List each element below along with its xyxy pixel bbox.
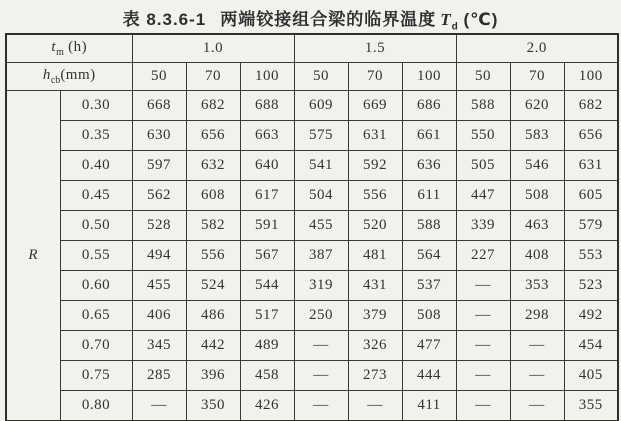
temperature-cell: 630 xyxy=(132,121,186,151)
temperature-cell: 656 xyxy=(564,121,618,151)
temperature-cell: 339 xyxy=(456,211,510,241)
temperature-cell: 454 xyxy=(564,331,618,361)
hcb-col-header: 50 xyxy=(132,63,186,91)
temperature-cell: 520 xyxy=(348,211,402,241)
temperature-cell: 524 xyxy=(186,271,240,301)
hcb-col-header: 70 xyxy=(348,63,402,91)
temperature-cell: 298 xyxy=(510,301,564,331)
temperature-cell: 447 xyxy=(456,181,510,211)
temperature-cell: 326 xyxy=(348,331,402,361)
temperature-cell: 396 xyxy=(186,361,240,391)
hcb-symbol: h xyxy=(42,67,51,83)
temperature-cell: 631 xyxy=(348,121,402,151)
temperature-cell: 636 xyxy=(402,151,456,181)
hcb-col-header: 70 xyxy=(510,63,564,91)
group-2.0-cell: 2.0 xyxy=(456,34,618,63)
temperature-cell: 431 xyxy=(348,271,402,301)
temperature-cell: 575 xyxy=(294,121,348,151)
temperature-cell: 611 xyxy=(402,181,456,211)
temperature-cell: 562 xyxy=(132,181,186,211)
temperature-cell: 319 xyxy=(294,271,348,301)
temperature-cell: 458 xyxy=(240,361,294,391)
temperature-cell: 686 xyxy=(402,91,456,121)
table-row xyxy=(6,121,618,151)
temperature-cell: 411 xyxy=(402,391,456,421)
temperature-cell: 405 xyxy=(564,361,618,391)
table-row xyxy=(6,181,618,211)
temperature-cell: 597 xyxy=(132,151,186,181)
temperature-cell: 556 xyxy=(186,241,240,271)
temperature-symbol: T xyxy=(440,10,452,29)
temperature-cell: 592 xyxy=(348,151,402,181)
temperature-cell: 426 xyxy=(240,391,294,421)
r-value-cell: 0.65 xyxy=(60,301,132,331)
temperature-cell: — xyxy=(456,361,510,391)
temperature-cell: 285 xyxy=(132,361,186,391)
temperature-cell: 656 xyxy=(186,121,240,151)
temperature-cell: 477 xyxy=(402,331,456,361)
temperature-cell: — xyxy=(294,361,348,391)
tm-subscript: m xyxy=(56,47,64,58)
temperature-cell: — xyxy=(294,391,348,421)
temperature-cell: 481 xyxy=(348,241,402,271)
temperature-cell: 583 xyxy=(510,121,564,151)
temperature-cell: 588 xyxy=(402,211,456,241)
r-row-label: R xyxy=(6,91,60,421)
table-row xyxy=(6,211,618,241)
temperature-cell: 442 xyxy=(186,331,240,361)
temperature-cell: 605 xyxy=(564,181,618,211)
temperature-cell: 489 xyxy=(240,331,294,361)
temperature-cell: 504 xyxy=(294,181,348,211)
temperature-cell: 345 xyxy=(132,331,186,361)
r-value-cell: 0.40 xyxy=(60,151,132,181)
table-row xyxy=(6,301,618,331)
table-number: 表 8.3.6-1 xyxy=(122,10,207,29)
table-row xyxy=(6,241,618,271)
r-value-cell: 0.30 xyxy=(60,91,132,121)
r-value-cell: 0.75 xyxy=(60,361,132,391)
temperature-cell: 682 xyxy=(186,91,240,121)
r-value-cell: 0.50 xyxy=(60,211,132,241)
temperature-cell: 620 xyxy=(510,91,564,121)
temperature-cell: — xyxy=(510,391,564,421)
temperature-cell: 406 xyxy=(132,301,186,331)
temperature-cell: 250 xyxy=(294,301,348,331)
r-value-cell: 0.45 xyxy=(60,181,132,211)
temperature-cell: 668 xyxy=(132,91,186,121)
temperature-cell: — xyxy=(348,391,402,421)
temperature-cell: 631 xyxy=(564,151,618,181)
temperature-cell: 505 xyxy=(456,151,510,181)
hcb-col-header: 50 xyxy=(294,63,348,91)
temperature-cell: 227 xyxy=(456,241,510,271)
table-row xyxy=(6,151,618,181)
critical-temperature-table xyxy=(5,33,619,421)
hcb-col-header: 50 xyxy=(456,63,510,91)
temperature-cell: 544 xyxy=(240,271,294,301)
temperature-cell: 494 xyxy=(132,241,186,271)
temperature-cell: 455 xyxy=(294,211,348,241)
table-row xyxy=(6,391,618,421)
temperature-cell: — xyxy=(510,361,564,391)
temperature-cell: — xyxy=(132,391,186,421)
temperature-cell: — xyxy=(456,301,510,331)
hcb-col-header: 100 xyxy=(564,63,618,91)
hcb-col-header: 70 xyxy=(186,63,240,91)
temperature-cell: 663 xyxy=(240,121,294,151)
temperature-cell: 567 xyxy=(240,241,294,271)
temperature-cell: 553 xyxy=(564,241,618,271)
temperature-cell: 455 xyxy=(132,271,186,301)
hcb-col-header: 100 xyxy=(240,63,294,91)
temperature-cell: 640 xyxy=(240,151,294,181)
temperature-cell: — xyxy=(294,331,348,361)
temperature-cell: 582 xyxy=(186,211,240,241)
temperature-cell: — xyxy=(456,271,510,301)
tm-unit: (h) xyxy=(68,39,88,55)
table-title xyxy=(0,5,621,32)
r-value-cell: 0.60 xyxy=(60,271,132,301)
temperature-cell: 273 xyxy=(348,361,402,391)
temperature-cell: — xyxy=(456,331,510,361)
hcb-unit: (mm) xyxy=(60,67,96,83)
temperature-cell: 688 xyxy=(240,91,294,121)
table-row xyxy=(6,361,618,391)
temperature-cell: 617 xyxy=(240,181,294,211)
temperature-cell: 632 xyxy=(186,151,240,181)
temperature-cell: 486 xyxy=(186,301,240,331)
tm-symbol: t xyxy=(51,39,57,55)
hcb-label-cell xyxy=(6,63,132,91)
r-value-cell: 0.70 xyxy=(60,331,132,361)
temperature-cell: 661 xyxy=(402,121,456,151)
temperature-cell: 588 xyxy=(456,91,510,121)
table-row xyxy=(6,91,618,121)
temperature-cell: 492 xyxy=(564,301,618,331)
table-title-text: 两端铰接组合梁的临界温度 xyxy=(220,10,437,29)
temperature-cell: 537 xyxy=(402,271,456,301)
temperature-cell: 556 xyxy=(348,181,402,211)
temperature-symbol-subscript: d xyxy=(451,21,458,33)
table-row xyxy=(6,271,618,301)
temperature-cell: 608 xyxy=(186,181,240,211)
hcb-col-header: 100 xyxy=(402,63,456,91)
temperature-cell: 408 xyxy=(510,241,564,271)
r-value-cell: 0.55 xyxy=(60,241,132,271)
group-1.5-cell: 1.5 xyxy=(294,34,456,63)
temperature-cell: 528 xyxy=(132,211,186,241)
temperature-cell: 387 xyxy=(294,241,348,271)
temperature-cell: 550 xyxy=(456,121,510,151)
temperature-cell: — xyxy=(456,391,510,421)
temperature-cell: 508 xyxy=(510,181,564,211)
temperature-unit: (℃) xyxy=(463,10,499,29)
r-value-cell: 0.80 xyxy=(60,391,132,421)
r-value-cell: 0.35 xyxy=(60,121,132,151)
hcb-subscript: cb xyxy=(50,75,61,86)
header-row-tm xyxy=(6,34,618,63)
temperature-cell: 523 xyxy=(564,271,618,301)
table-row xyxy=(6,331,618,361)
temperature-cell: 579 xyxy=(564,211,618,241)
temperature-cell: 591 xyxy=(240,211,294,241)
temperature-cell: 355 xyxy=(564,391,618,421)
temperature-cell: 353 xyxy=(510,271,564,301)
header-row-hcb xyxy=(6,63,618,91)
temperature-cell: 350 xyxy=(186,391,240,421)
group-1.0-cell: 1.0 xyxy=(132,34,294,63)
temperature-cell: 546 xyxy=(510,151,564,181)
temperature-cell: 517 xyxy=(240,301,294,331)
temperature-cell: 669 xyxy=(348,91,402,121)
temperature-cell: 541 xyxy=(294,151,348,181)
temperature-cell: 609 xyxy=(294,91,348,121)
temperature-cell: 508 xyxy=(402,301,456,331)
temperature-cell: 682 xyxy=(564,91,618,121)
tm-label-cell xyxy=(6,34,132,63)
temperature-cell: 564 xyxy=(402,241,456,271)
temperature-cell: 379 xyxy=(348,301,402,331)
temperature-cell: 444 xyxy=(402,361,456,391)
temperature-cell: 463 xyxy=(510,211,564,241)
temperature-cell: — xyxy=(510,331,564,361)
